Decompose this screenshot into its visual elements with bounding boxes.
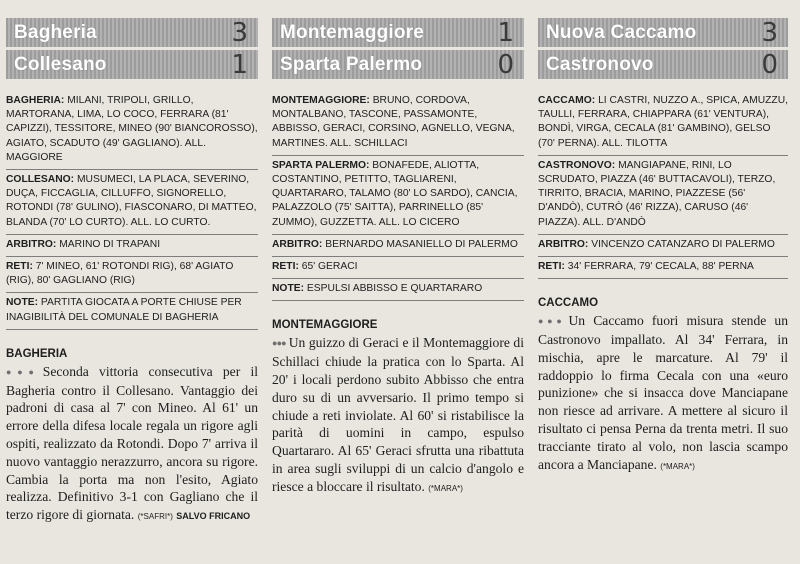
home-team-score: 3 [761,17,778,48]
block-text: LI CASTRI, NUZZO A., SPICA, AMUZZU, TAULLI, FERRARA, CHIAPPARA (61' VENTURA), BONDÌ, VIRGA, CECALA (81' GAMBINO), GELSO (70' PERNA). ALL. TILOTTA [538,95,789,149]
block-label: RETI: [538,261,565,273]
article-author: SALVO FRICANO [176,511,251,522]
lineup-home [538,91,788,156]
block-label: ARBITRO: [272,238,323,250]
article-byline: (*SAFRI*) [137,512,173,522]
block-label: RETI: [6,261,33,273]
scoreboard [6,18,258,79]
goals [6,257,258,293]
article-byline: (*MARA*) [428,483,463,493]
away-team-score: 1 [231,49,248,80]
block-label: BAGHERIA: [6,95,65,106]
home-team-name: Bagheria [14,21,97,43]
bullet-dots-icon: ●●● [272,338,286,349]
block-text: MARINO DI TRAPANI [56,238,161,250]
referee [6,235,258,257]
away-team-name: Sparta Palermo [280,53,423,75]
block-text: MILANI, TRIPOLI, GRILLO, MARTORANA, LIMA, LO COCO, FERRARA (81' CAPIZZI), TESSITORE, MINEO (90' BIANCOROSSO), AGIATO, SCADUTO (49' GAGLIANO). ALL. MAGGIORE [6,95,258,163]
block-text: MUSUMECI, LA PLACA, SEVERINO, DUÇA, FICCAGLIA, CILLUFFO, SIGNORELLO, ROTONDI (78' GULINO), FIASCONARO, DI MATTEO, BLANDA (70' LO CURTO). ALL. LO CURTO. [6,174,257,228]
block-label: SPARTA PALERMO: [272,159,370,171]
article-text: Seconda vittoria consecutiva per il Bagheria contro il Collesano. Vantaggio dei padroni di casa al 7' con Mineo. Al 61' un errore della difesa locale regala un rigore agli ospiti, realizzato da Rotondi. Dopo 7' arriva il nuovo vantaggio nerazzurro, ancora su rigore. Cambia la porta ma non l'esito, Agiato realizza. Definitivo 3-1 con Gagliano che il terzo rigore di giornata. [6,363,259,523]
block-label: ARBITRO: [538,238,589,250]
away-team-score: 0 [761,49,778,80]
home-team-row [538,18,788,47]
home-team-name: Nuova Caccamo [546,21,697,43]
article-heading: BAGHERIA [6,347,68,360]
match-column-montemaggiore [272,0,524,564]
block-text: VINCENZO CATANZARO DI PALERMO [588,238,775,250]
match-info [538,91,788,279]
home-team-name: Montemaggiore [280,21,425,43]
match-info [272,91,524,301]
match-column-bagheria [6,0,258,564]
block-label: CASTRONOVO: [538,159,616,171]
match-column-caccamo [538,0,788,564]
home-team-score: 3 [231,17,248,48]
bullet-dots-icon: ●●● [538,316,566,327]
match-info [6,91,258,330]
article-byline: (*MARA*) [660,461,695,471]
lineup-home [272,91,524,156]
away-team-row [538,50,788,79]
referee [538,235,788,257]
block-text: ESPULSI ABBISSO E QUARTARARO [304,283,483,295]
away-team-name: Castronovo [546,53,654,75]
match-report [538,297,788,475]
match-report [272,319,524,497]
block-text: PARTITA GIOCATA A PORTE CHIUSE PER INAGIBILITÀ DEL COMUNALE DI BAGHERIA [6,297,242,323]
scoreboard [272,18,524,79]
block-label: CACCAMO: [538,95,596,106]
notes [272,279,524,301]
article-body [538,312,788,475]
block-text: BRUNO, CORDOVA, MONTALBANO, TASCONE, PASSAMONTE, ABBISSO, GERACI, CORSINO, AGNELLO, VEGNA, MARTINES. ALL. SCHILLACI [272,95,515,149]
block-text: MANGIAPANE, RINI, LO SCRUDATO, PIAZZA (46' BUTTACAVOLI), TERZO, TIRRITO, BRACIA, MARINO, PIAZZESE (56' D'ANDÒ), CUTRÒ (46' RIZZA), CARUSO (46' PIAZZA). ALL. D'ANDÒ [538,159,776,228]
referee [272,235,524,257]
article-text: Un Caccamo fuori misura stende un Castronovo impallato. Al 34' Ferrara, in mischia, apre le marcature. Al 79' il raddoppio lo firma Cecala con una «euro punizione» che si insacca dove Manciapane non riesce ad arrivare. A mettere al sicuro il risultato ci pensa Perna da trenta metri. Il suo tracciante tirato al volo, non lascia scampo ancora a Manciapane. [538,313,789,472]
notes [6,293,258,329]
block-label: RETI: [272,261,299,273]
away-team-row [6,50,258,79]
article-text: Un guizzo di Geraci e il Montemaggiore di Schillaci chiude la pratica con lo Sparta. Al 20' i locali perdono subito Abbisso che entra duro su di un avversario. Il primo tempo si chiude a reti inviolate. Al 60' si ristabilisce la parità di uomini in campo, espulso Quartararo. Al 65' Geraci sfrutta una ribattuta in area sugli sviluppi di un calcio d'angolo e riesce a bloccare il risultato. [272,335,525,494]
article-body [6,363,258,526]
lineup-away [272,156,524,235]
block-text: 7' MINEO, 61' ROTONDI RIG), 68' AGIATO (RIG), 80' GAGLIANO (RIG) [6,261,234,287]
home-team-score: 1 [497,17,514,48]
lineup-away [6,170,258,235]
block-label: NOTE: [6,297,39,309]
block-label: COLLESANO: [6,174,75,186]
article-heading: MONTEMAGGIORE [272,319,378,332]
away-team-score: 0 [497,49,514,80]
away-team-row [272,50,524,79]
block-text: BERNARDO MASANIELLO DI PALERMO [322,238,518,250]
article-heading: CACCAMO [538,297,599,310]
block-text: 34' FERRARA, 79' CECALA, 88' PERNA [564,261,754,273]
block-label: NOTE: [272,283,305,295]
block-label: MONTEMAGGIORE: [272,95,370,106]
scoreboard [538,18,788,79]
article-body [272,334,524,497]
match-report [6,348,258,526]
block-label: ARBITRO: [6,238,57,250]
away-team-name: Collesano [14,53,107,75]
goals [538,257,788,279]
bullet-dots-icon: ●●● [6,366,40,377]
block-text: BONAFEDE, ALIOTTA, COSTANTINO, PETITTO, TAGLIARENI, QUARTARARO, TALAMO (80' LO SARDO), CANCIA, PALAZZOLO (75' SAITTA), PARRINELLO (85' ZUMMO), GUZZETTA. ALL. LO CICERO [272,159,518,228]
home-team-row [6,18,258,47]
block-text: 65' GERACI [298,261,358,273]
lineup-home [6,91,258,170]
home-team-row [272,18,524,47]
goals [272,257,524,279]
lineup-away [538,156,788,235]
